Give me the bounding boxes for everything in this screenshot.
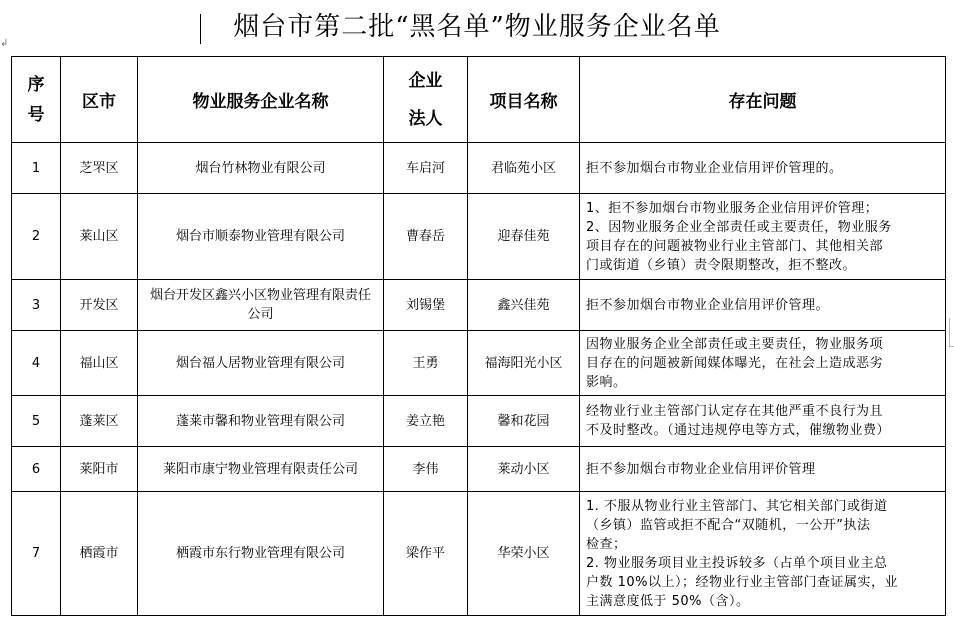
table-row [12,492,946,616]
table-row [12,143,946,194]
cell-no: 5 [12,396,61,447]
cell-company: 烟台竹林物业有限公司 [138,143,384,194]
table-row [12,396,946,447]
cell-district: 莱阳市 [61,447,138,492]
cell-company: 莱阳市康宁物业管理有限责任公司 [138,447,384,492]
header-district: 区市 [61,57,138,143]
cell-project: 鑫兴佳苑 [468,280,580,331]
cell-project: 君临苑小区 [468,143,580,194]
cell-representative: 曹春岳 [384,194,468,280]
cell-no: 4 [12,331,61,396]
cell-no: 7 [12,492,61,616]
header-project: 项目名称 [468,57,580,143]
cell-representative: 姜立艳 [384,396,468,447]
cell-representative: 车启河 [384,143,468,194]
cell-district: 莱山区 [61,194,138,280]
table-row [12,331,946,396]
cell-issues: 拒不参加烟台市物业企业信用评价管理的。 [580,143,946,194]
paragraph-mark-icon: ↲ [0,38,9,49]
cell-district: 福山区 [61,331,138,396]
header-representative: 企业 法人 [384,57,468,143]
cell-issues: 1. 不服从物业行业主管部门、其它相关部门或街道 （乡镇）监管或拒不配合“双随机，一公开”执法 检查； 2. 物业服务项目业主投诉较多（占单个项目业主总 户数 10%以上）；经物业行业主管部门查证属实，业 主满意度低于 50%（含）。 [580,492,946,616]
cell-company: 栖霞市东行物业管理有限公司 [138,492,384,616]
cell-no: 1 [12,143,61,194]
cell-representative: 刘锡堡 [384,280,468,331]
table-row [12,194,946,280]
cell-issues: 拒不参加烟台市物业企业信用评价管理 [580,447,946,492]
cell-representative: 李伟 [384,447,468,492]
cell-issues: 拒不参加烟台市物业企业信用评价管理。 [580,280,946,331]
blacklist-table [11,56,946,616]
page-margin-marker [949,318,954,347]
cell-no: 3 [12,280,61,331]
table-row [12,447,946,492]
table-header-row [12,57,946,143]
cell-company: 蓬莱市馨和物业管理有限公司 [138,396,384,447]
cell-district: 芝罘区 [61,143,138,194]
cell-representative: 王勇 [384,331,468,396]
cell-company: 烟台开发区鑫兴小区物业管理有限责任公司 [138,280,384,331]
cell-project: 莱动小区 [468,447,580,492]
cell-district: 开发区 [61,280,138,331]
cell-project: 馨和花园 [468,396,580,447]
table-row [12,280,946,331]
cell-district: 蓬莱区 [61,396,138,447]
header-issues: 存在问题 [580,57,946,143]
cell-issues: 1、拒不参加烟台市物业服务企业信用评价管理； 2、因物业服务企业全部责任或主要责任，物业服务 项目存在的问题被物业行业主管部门、其他相关部 门或街道（乡镇）责令限期整改，拒不整改。 [580,194,946,280]
cell-company: 烟台市顺泰物业管理有限公司 [138,194,384,280]
cell-issues: 因物业服务企业全部责任或主要责任，物业服务项 目存在的问题被新闻媒体曝光，在社会上造成恶劣 影响。 [580,331,946,396]
cell-project: 华荣小区 [468,492,580,616]
header-seq: 序 号 [12,57,61,143]
cell-representative: 梁作平 [384,492,468,616]
cell-district: 栖霞市 [61,492,138,616]
cell-no: 6 [12,447,61,492]
cell-issues: 经物业行业主管部门认定存在其他严重不良行为且 不及时整改。（通过违规停电等方式，催缴物业费） [580,396,946,447]
cell-no: 2 [12,194,61,280]
document-title: 烟台市第二批“黑名单”物业服务企业名单 [233,12,721,42]
header-company: 物业服务企业名称 [138,57,384,143]
cell-company: 烟台福人居物业管理有限公司 [138,331,384,396]
cell-project: 迎春佳苑 [468,194,580,280]
cell-project: 福海阳光小区 [468,331,580,396]
